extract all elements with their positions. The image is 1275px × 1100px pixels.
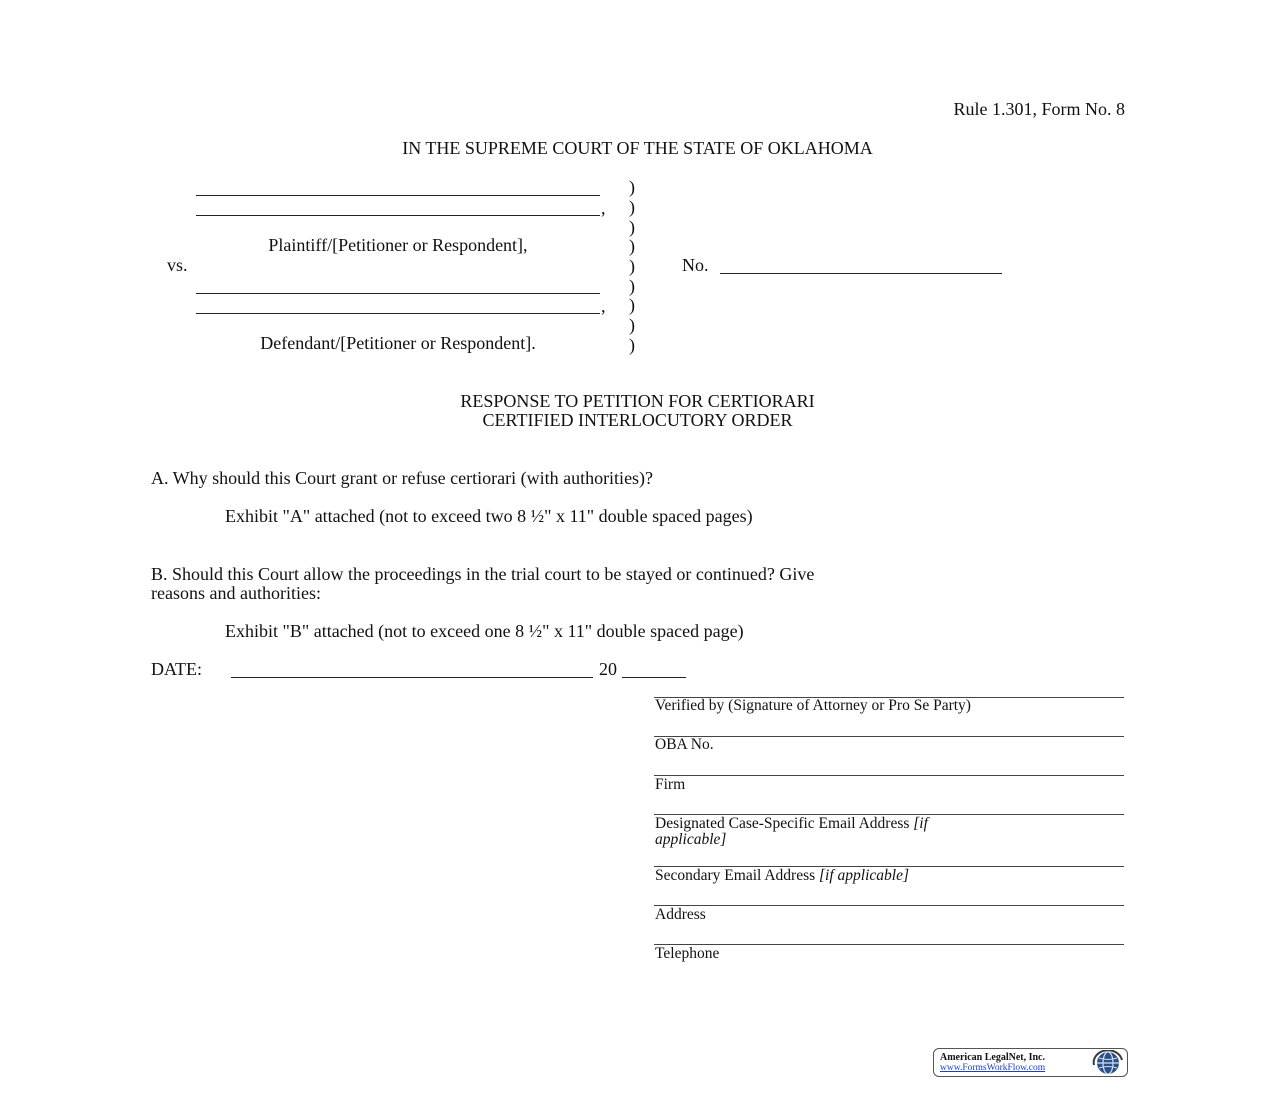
date-label: DATE: bbox=[151, 659, 202, 679]
year-prefix: 20 bbox=[599, 659, 617, 679]
caption-paren: ) bbox=[629, 315, 635, 335]
section-b-exhibit: Exhibit "B" attached (not to exceed one 8 ½" x 11" double spaced page) bbox=[225, 621, 744, 641]
plaintiff-name-line-1[interactable] bbox=[196, 195, 600, 196]
caption-paren: ) bbox=[629, 217, 635, 237]
form-rule-reference: Rule 1.301, Form No. 8 bbox=[953, 99, 1125, 119]
plaintiff-label: Plaintiff/[Petitioner or Respondent], bbox=[268, 235, 528, 255]
section-b-question-line-2: reasons and authorities: bbox=[151, 583, 321, 603]
caption-paren: ) bbox=[629, 256, 635, 276]
caption-paren: ) bbox=[629, 236, 635, 256]
secondary-email-label-text: Secondary Email Address bbox=[655, 867, 816, 884]
versus-label: vs. bbox=[167, 255, 188, 275]
telephone-label: Telephone bbox=[655, 945, 720, 962]
defendant-line-comma: , bbox=[601, 296, 606, 316]
telephone-line[interactable] bbox=[654, 944, 1124, 945]
defendant-name-line-1[interactable] bbox=[196, 293, 600, 294]
caption-paren: ) bbox=[629, 177, 635, 197]
american-legalnet-logo[interactable] bbox=[933, 1048, 1128, 1077]
globe-icon bbox=[1091, 1050, 1125, 1076]
plaintiff-name-line-2[interactable] bbox=[196, 215, 600, 216]
oba-number-label: OBA No. bbox=[655, 736, 714, 753]
verified-by-label: Verified by (Signature of Attorney or Pro Se Party) bbox=[655, 697, 971, 714]
section-a-exhibit: Exhibit "A" attached (not to exceed two 8 ½" x 11" double spaced pages) bbox=[225, 506, 753, 526]
logo-website-link[interactable]: www.FormsWorkFlow.com bbox=[940, 1063, 1046, 1073]
email-label-note: [if bbox=[913, 815, 928, 832]
secondary-email-note: [if applicable] bbox=[819, 867, 909, 884]
section-b-question-line-1: B. Should this Court allow the proceedings in the trial court to be stayed or continued? Give bbox=[151, 564, 815, 584]
year-field[interactable] bbox=[622, 677, 686, 678]
caption-paren: ) bbox=[629, 335, 635, 355]
logo-company-name: American LegalNet, Inc. bbox=[940, 1052, 1045, 1063]
secondary-email-label bbox=[655, 868, 1035, 884]
section-a-question: A. Why should this Court grant or refuse certiorari (with authorities)? bbox=[151, 468, 654, 488]
document-title-line-2: CERTIFIED INTERLOCUTORY ORDER bbox=[482, 410, 793, 430]
court-title: IN THE SUPREME COURT OF THE STATE OF OKLAHOMA bbox=[402, 138, 873, 158]
address-label: Address bbox=[655, 906, 706, 923]
firm-line[interactable] bbox=[654, 775, 1124, 776]
email-label-note-cont: applicable] bbox=[655, 831, 727, 848]
firm-label: Firm bbox=[655, 776, 686, 793]
case-number-label: No. bbox=[682, 255, 709, 275]
address-line[interactable] bbox=[654, 905, 1124, 906]
email-label bbox=[655, 816, 1035, 848]
document-title-line-1: RESPONSE TO PETITION FOR CERTIORARI bbox=[460, 391, 815, 411]
caption-paren: ) bbox=[629, 276, 635, 296]
caption-paren: ) bbox=[629, 295, 635, 315]
case-number-field[interactable] bbox=[720, 273, 1002, 274]
caption-paren: ) bbox=[629, 197, 635, 217]
plaintiff-line-comma: , bbox=[601, 198, 606, 218]
defendant-label: Defendant/[Petitioner or Respondent]. bbox=[260, 333, 536, 353]
date-field[interactable] bbox=[231, 677, 593, 678]
defendant-name-line-2[interactable] bbox=[196, 313, 600, 314]
email-label-text: Designated Case-Specific Email Address bbox=[655, 815, 910, 832]
